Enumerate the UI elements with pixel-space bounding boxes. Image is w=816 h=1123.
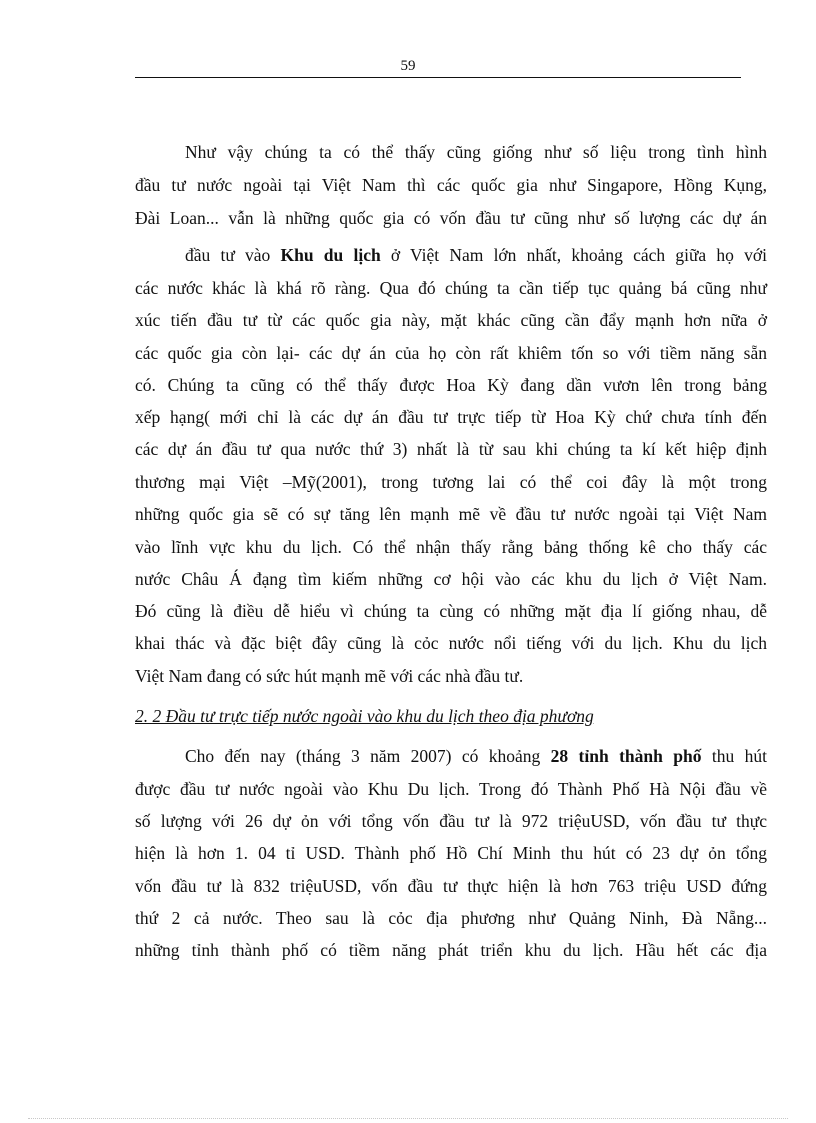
paragraph-line: các nước khác là khá rõ ràng. Qua đó chúng ta cần tiếp tục quảng bá cũng như	[135, 278, 767, 298]
header-rule	[135, 77, 741, 78]
paragraph-line: Như vậy chúng ta có thể thấy cũng giống như số liệu trong tình hình	[185, 142, 767, 162]
paragraph-line: có. Chúng ta cũng có thể thấy được Hoa Kỳ đang dần vươn lên trong bảng	[135, 375, 767, 395]
paragraph-line: hiện là hơn 1. 04 tỉ USD. Thành phố Hồ Chí Minh thu hút có 23 dự ỏn tổng	[135, 843, 767, 863]
paragraph-line: khai thác và đặc biệt đây cũng là cỏc nước nổi tiếng với du lịch. Khu du lịch	[135, 633, 767, 653]
page-number: 59	[400, 58, 416, 74]
paragraph-line: số lượng với 26 dự ỏn với tổng vốn đầu tư là 972 triệuUSD, vốn đầu tư thực	[135, 811, 767, 831]
paragraph-line: thứ 2 cả nước. Theo sau là cỏc địa phương như Quảng Ninh, Đà Nẵng...	[135, 908, 767, 928]
page-edge-divider	[28, 1118, 788, 1119]
paragraph-line: Đó cũng là điều dễ hiểu vì chúng ta cùng có những mặt địa lí giống nhau, dễ	[135, 601, 767, 621]
paragraph-line: các quốc gia còn lại- các dự án của họ còn rất khiêm tốn so với tiềm năng sẵn	[135, 343, 767, 363]
paragraph-line: những tỉnh thành phố có tiềm năng phát triển khu du lịch. Hầu hết các địa	[135, 940, 767, 960]
paragraph-line: được đầu tư nước ngoài vào Khu Du lịch. Trong đó Thành Phố Hà Nội đầu về	[135, 779, 767, 799]
paragraph-line: đầu tư nước ngoài tại Việt Nam thì các quốc gia như Singapore, Hồng Kụng,	[135, 175, 767, 195]
paragraph-line: Cho đến nay (tháng 3 năm 2007) có khoảng 28 tỉnh thành phố thu hút	[185, 746, 768, 766]
paragraph-line: Việt Nam đang có sức hút mạnh mẽ với các nhà đầu tư.	[135, 666, 524, 686]
paragraph-line: vốn đầu tư là 832 triệuUSD, vốn đầu tư thực hiện là hơn 763 triệu USD đứng	[135, 876, 767, 896]
section-heading: 2. 2 Đầu tư trực tiếp nước ngoài vào khu du lịch theo địa phương	[135, 706, 594, 726]
paragraph-line: nước Châu Á đạng tìm kiếm những cơ hội vào các khu du lịch ở Việt Nam.	[135, 569, 767, 589]
paragraph-line: xúc tiến đầu tư từ các quốc gia này, mặt khác cũng cần đẩy mạnh hơn nữa ở	[135, 310, 767, 330]
bold-term: Khu du lịch	[280, 245, 381, 265]
paragraph-line: thương mại Việt –Mỹ(2001), trong tương lai có thể coi đây là một trong	[135, 472, 767, 492]
paragraph-line: những quốc gia sẽ có sự tăng lên mạnh mẽ về đầu tư nước ngoài tại Việt Nam	[135, 504, 767, 524]
paragraph-line: xếp hạng( mới chỉ là các dự án đầu tư trực tiếp từ Hoa Kỳ chứ chưa tính đến	[135, 407, 767, 427]
paragraph-line: đầu tư vào Khu du lịch ở Việt Nam lớn nhất, khoảng cách giữa họ với	[185, 245, 767, 265]
paragraph-line: Đài Loan... vẫn là những quốc gia có vốn đầu tư cũng như số lượng các dự án	[135, 208, 767, 228]
paragraph-line: vào lĩnh vực khu du lịch. Có thể nhận thấy rằng bảng thống kê cho thấy các	[135, 537, 767, 557]
paragraph-line: các dự án đầu tư qua nước thứ 3) nhất là từ sau khi chúng ta kí kết hiệp định	[135, 439, 767, 459]
bold-term: 28 tỉnh thành phố	[550, 746, 702, 766]
